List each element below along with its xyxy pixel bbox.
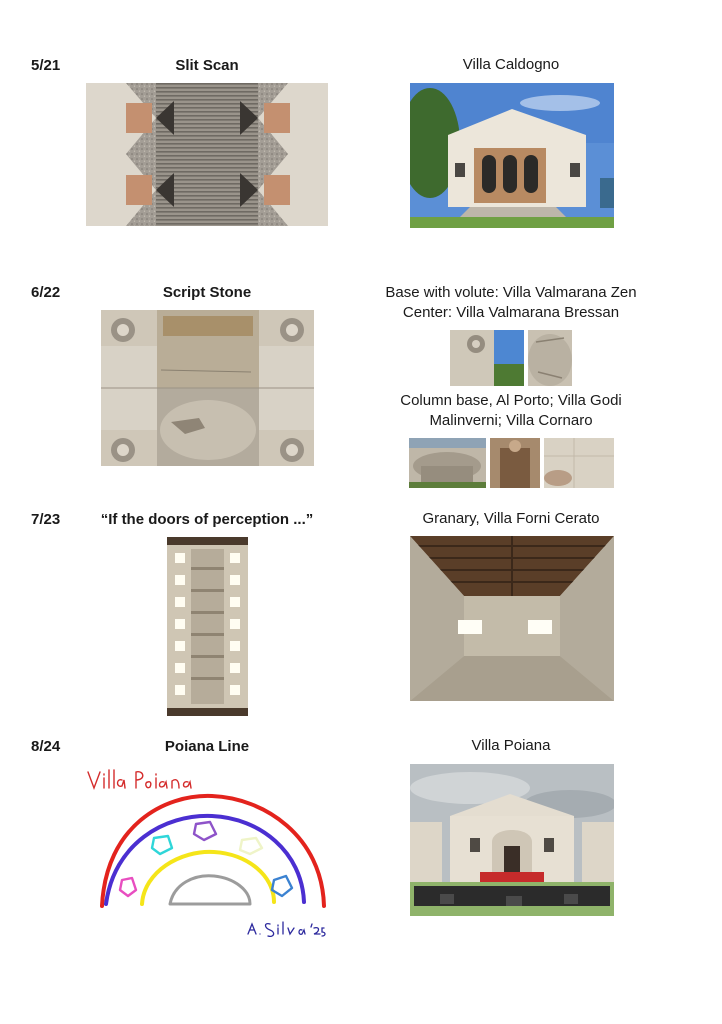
row-date: 8/24 (31, 738, 61, 755)
volute-base-photo (450, 330, 524, 386)
villa-caldogno-photo (410, 83, 614, 228)
photo-caption2-line-2: Malinverni; Villa Cornaro (429, 412, 593, 429)
row-date: 5/21 (31, 57, 61, 74)
artwork-title: Poiana Line (164, 738, 250, 755)
photo-caption: Granary, Villa Forni Cerato (422, 510, 600, 527)
center-stone-photo (528, 330, 572, 386)
photo-caption: Villa Poiana (471, 737, 551, 754)
villa-poiana-photo (410, 764, 614, 916)
artwork-title: Slit Scan (175, 57, 239, 74)
script-stone-artwork (101, 310, 314, 466)
row-date: 6/22 (31, 284, 61, 301)
photo-caption: Villa Caldogno (462, 56, 560, 73)
villa-cornaro-photo (544, 438, 614, 488)
column-base-photo (409, 438, 486, 488)
doors-of-perception-artwork (167, 537, 248, 716)
row-date: 7/23 (31, 511, 61, 528)
villa-godi-photo (490, 438, 540, 488)
artwork-title: Script Stone (162, 284, 252, 301)
photo-caption-line-1: Base with volute: Villa Valmarana Zen (385, 284, 637, 301)
photo-caption2-line-1: Column base, Al Porto; Villa Godi (400, 392, 622, 409)
slit-scan-artwork (86, 83, 328, 226)
artwork-title: “If the doors of perception ...” (100, 511, 314, 528)
poiana-line-drawing (84, 766, 334, 944)
photo-caption-line-2: Center: Villa Valmarana Bressan (402, 304, 620, 321)
granary-photo (410, 536, 614, 701)
